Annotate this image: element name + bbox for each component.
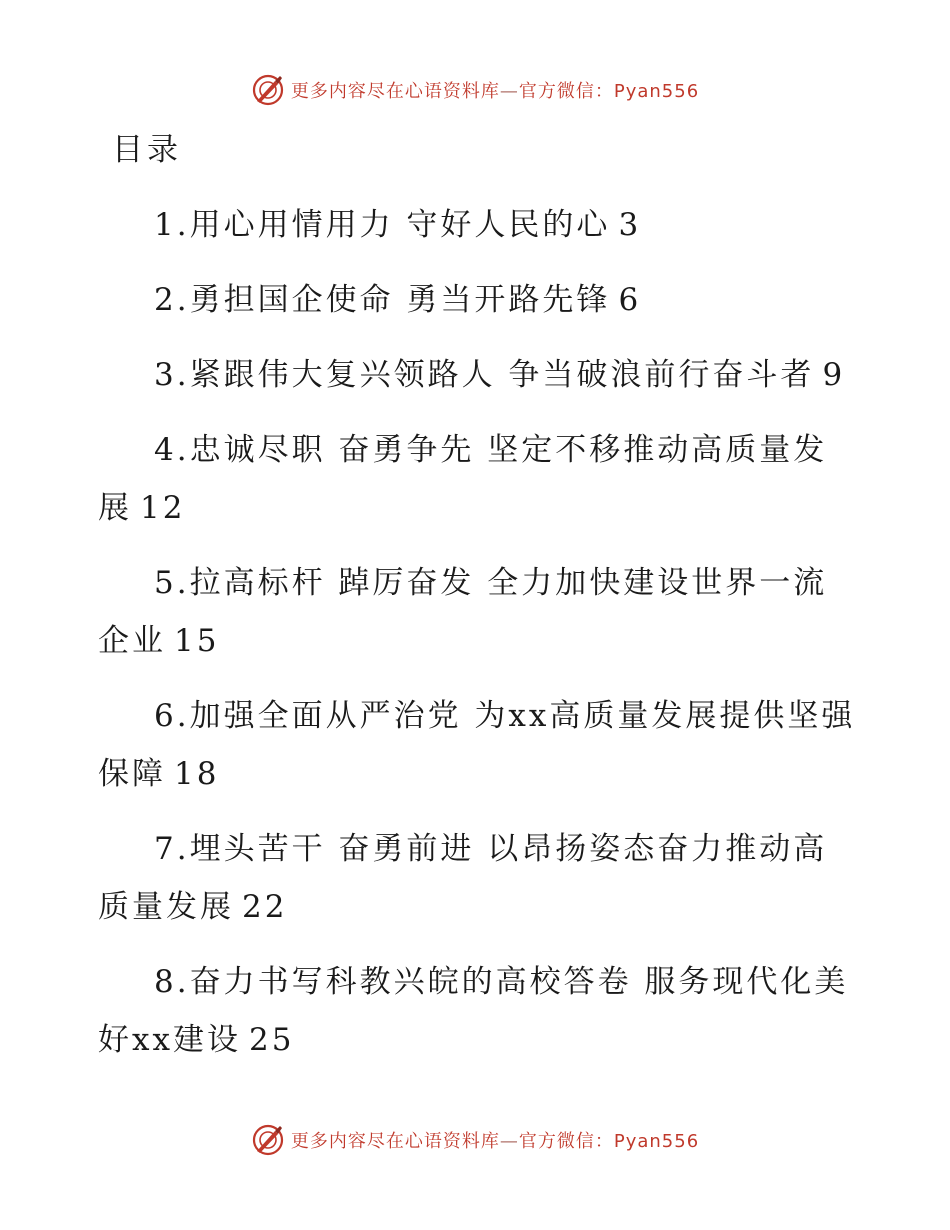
footer-watermark — [0, 1120, 950, 1160]
toc-item-page: 15 — [174, 623, 220, 659]
toc-item-text: 7.埋头苦干 奋勇前进 以昂扬姿态奋力推动高质量发展 — [98, 831, 828, 925]
toc-item-page: 6 — [618, 282, 642, 318]
watermark-separator: — — [499, 1131, 519, 1152]
watermark-brand-text: 更多内容尽在心语资料库 — [290, 1131, 500, 1152]
toc-item-page: 3 — [618, 207, 642, 243]
toc-item-text: 1.用心用情用力 守好人民的心 — [154, 207, 611, 243]
toc-item-text: 5.拉高标杆 踔厉奋发 全力加快建设世界一流企业 — [98, 565, 828, 659]
toc-title: 目录 — [112, 132, 182, 168]
toc-list — [98, 196, 858, 1086]
watermark-contact-id: Pyan556 — [613, 1131, 700, 1152]
watermark-contact-id: Pyan556 — [613, 81, 700, 102]
watermark-contact-label: 官方微信： — [518, 81, 614, 102]
toc-item-2[interactable] — [98, 271, 858, 329]
toc-item-page: 12 — [140, 490, 186, 526]
quill-pen-logo — [251, 1123, 285, 1157]
toc-item-text: 6.加强全面从严治党 为xx高质量发展提供坚强保障 — [98, 698, 856, 792]
toc-item-8[interactable] — [98, 953, 858, 1069]
quill-pen-logo — [251, 73, 285, 107]
toc-item-text: 3.紧跟伟大复兴领路人 争当破浪前行奋斗者 — [154, 357, 815, 393]
toc-item-7[interactable] — [98, 820, 858, 936]
toc-item-page: 9 — [822, 357, 846, 393]
watermark-separator: — — [499, 81, 519, 102]
toc-item-5[interactable] — [98, 554, 858, 670]
watermark-contact-label: 官方微信： — [518, 1131, 614, 1152]
toc-item-6[interactable] — [98, 687, 858, 803]
watermark-brand-text: 更多内容尽在心语资料库 — [290, 81, 500, 102]
header-watermark — [0, 70, 950, 110]
toc-item-3[interactable] — [98, 346, 858, 404]
toc-item-text: 2.勇担国企使命 勇当开路先锋 — [154, 282, 611, 318]
toc-item-1[interactable] — [98, 196, 858, 254]
toc-item-text: 4.忠诚尽职 奋勇争先 坚定不移推动高质量发展 — [98, 432, 828, 526]
toc-item-page: 22 — [242, 889, 288, 925]
toc-item-page: 18 — [174, 756, 220, 792]
toc-item-4[interactable] — [98, 421, 858, 537]
toc-item-page: 25 — [248, 1022, 295, 1058]
toc-item-text: 8.奋力书写科教兴皖的高校答卷 服务现代化美好xx建设 — [98, 964, 849, 1058]
